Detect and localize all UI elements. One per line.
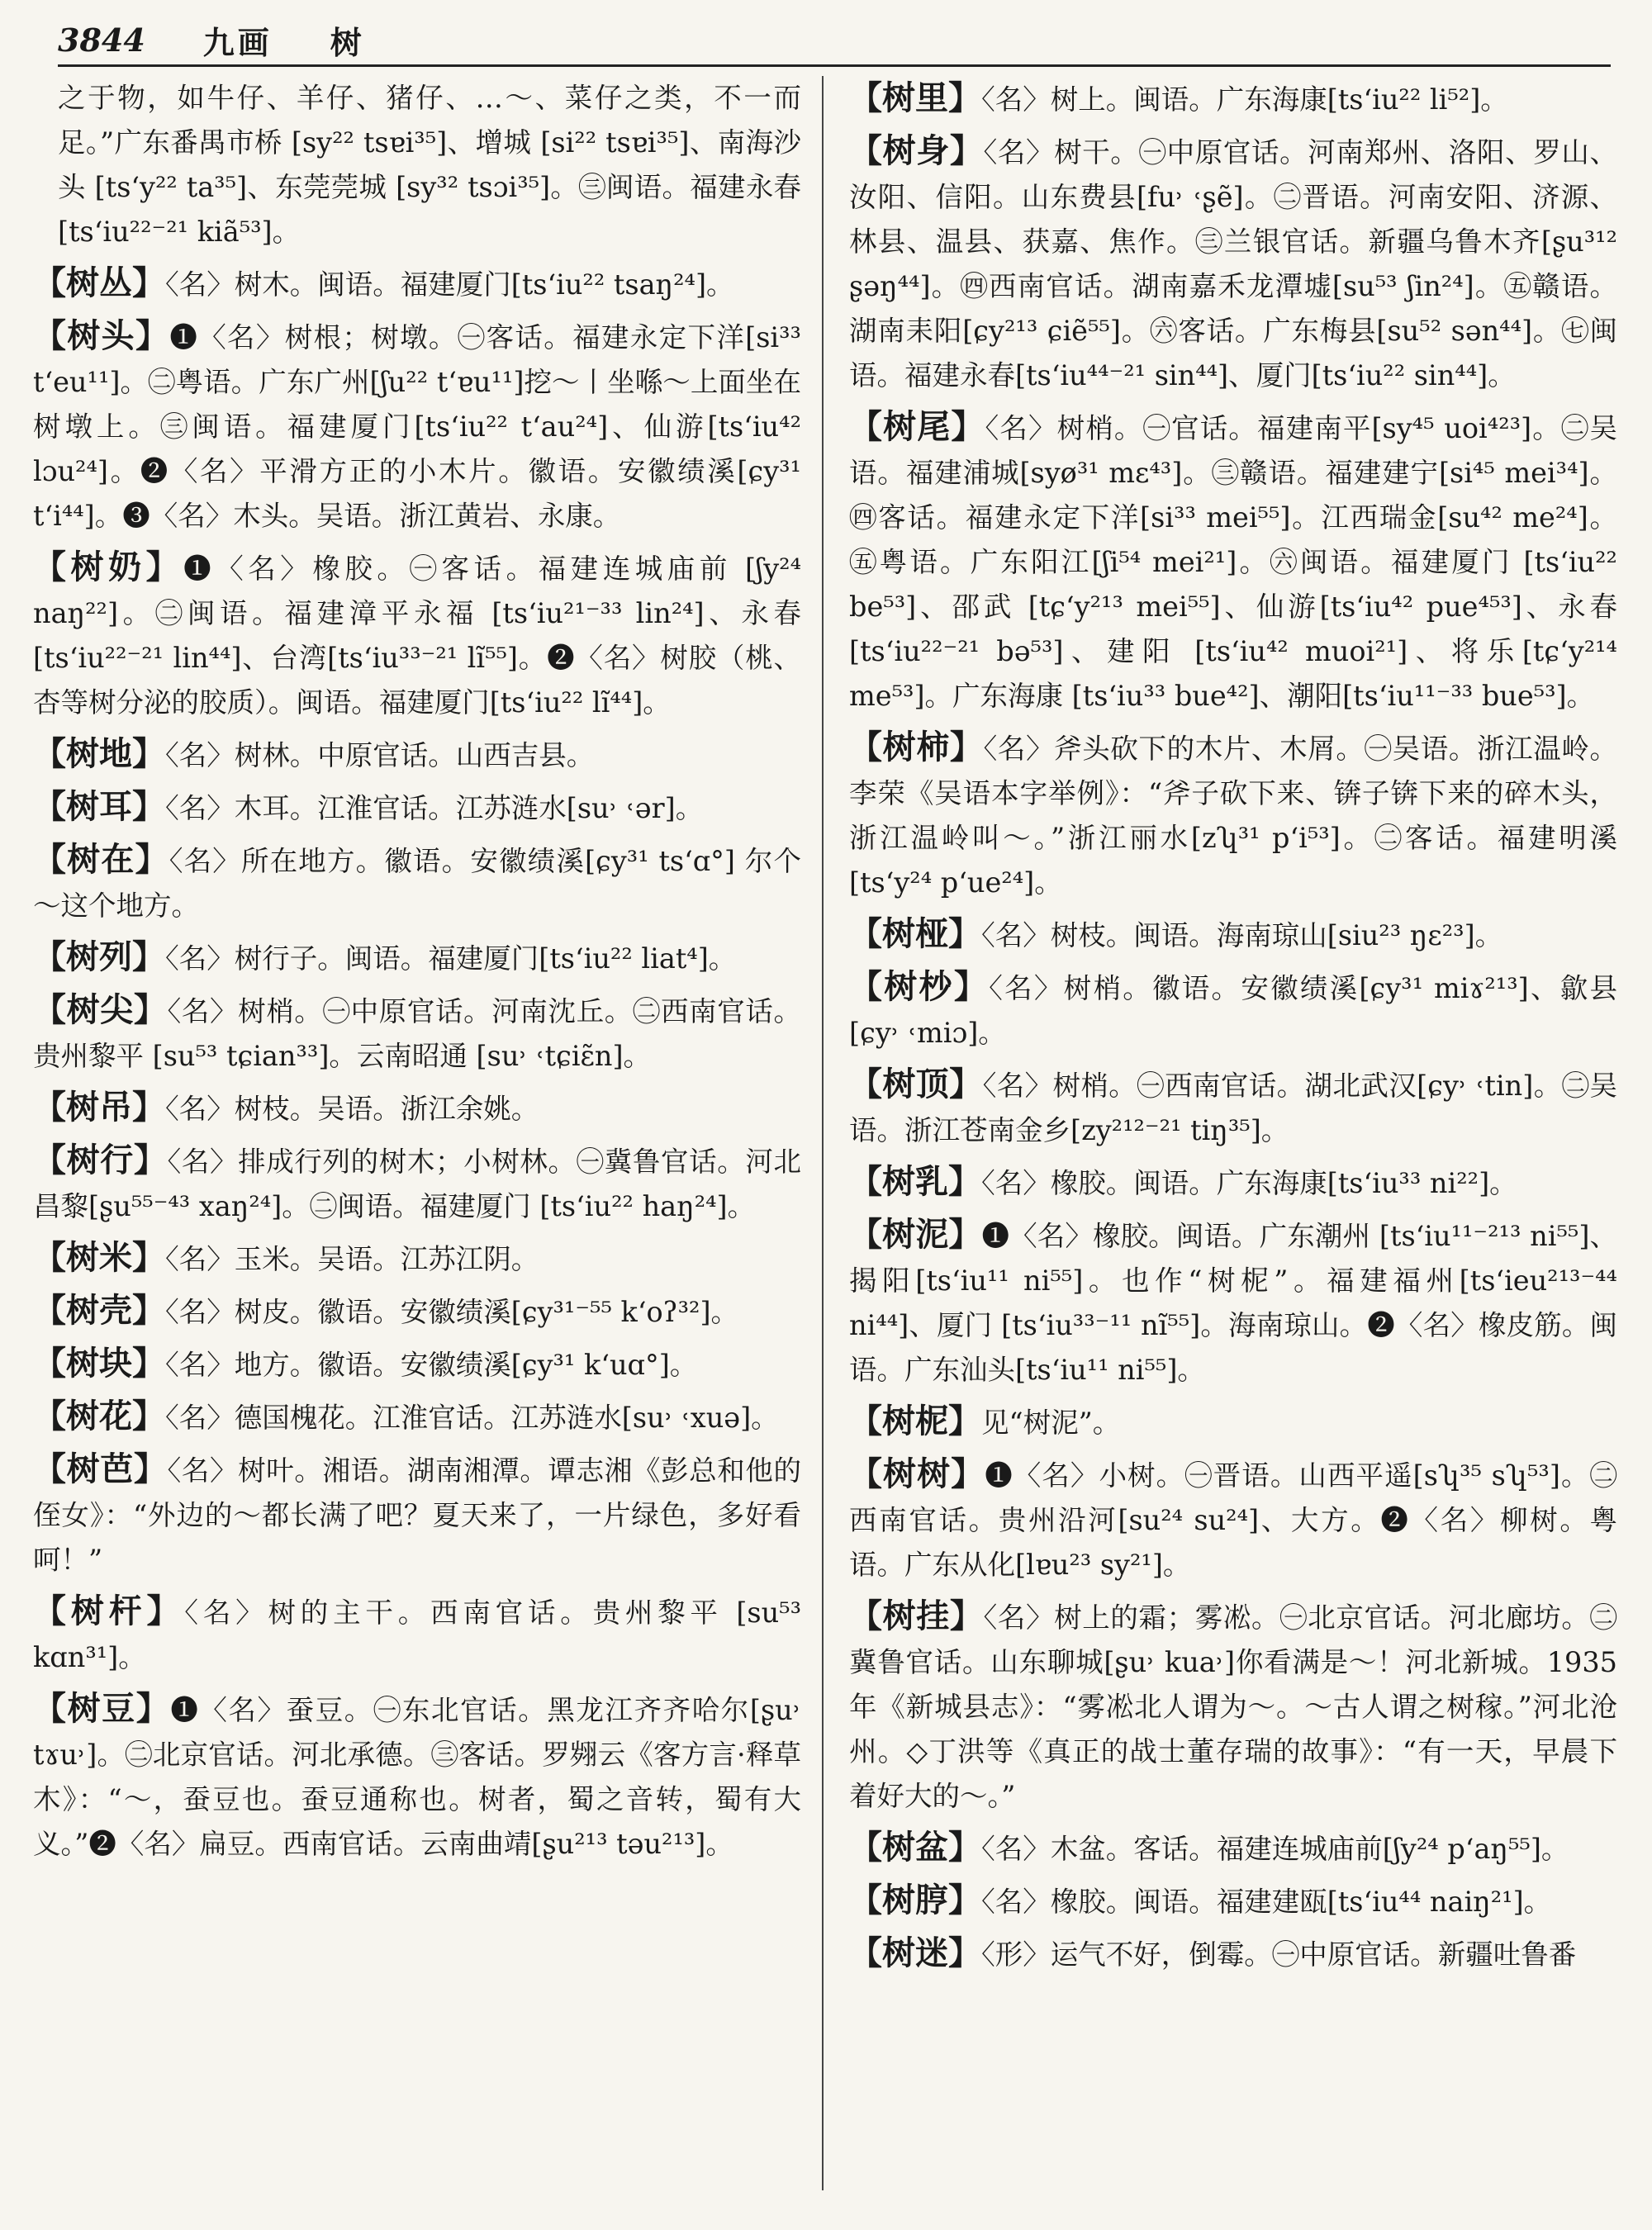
page-header — [58, 15, 1611, 67]
dictionary-entry — [33, 545, 801, 725]
dictionary-entry — [33, 1138, 801, 1229]
entry-headword: 【树在】 — [33, 840, 169, 879]
right-column — [849, 76, 1617, 2215]
entry-definition: ❶〈名〉树根；树墩。㊀客话。福建永定下洋[si³³ t‘eu¹¹]。㊁粤语。广东广州[ʃu²² t‘ɐu¹¹]挖～丨坐喺～上面坐在树墩上。㊂闽语。福建厦门[ts‘iu²² t‘au²⁴]、仙游[ts‘iu⁴² lɔu²⁴]。❷〈名〉平滑方正的小木片。徽语。安徽绩溪[ɕy³¹ t‘i⁴⁴]。❸〈名〉木头。吴语。浙江黄岩、永康。 — [33, 321, 801, 532]
entry-definition: 〈名〉橡胶。闽语。广东海康[ts‘iu³³ ni²²]。 — [981, 1167, 1517, 1199]
entry-definition: ❶〈名〉小树。㊀晋语。山西平遥[sʮ³⁵ sʮ⁵³]。㊁西南官话。贵州沿河[su²⁴ su²⁴]、大方。❷〈名〉柳树。粤语。广东从化[lɐu²³ sy²¹]。 — [849, 1459, 1617, 1581]
entry-definition: 〈名〉树梢。徽语。安徽绩溪[ɕy³¹ miɤ²¹³]、歙县[ɕy˒ ˓miɔ]。 — [849, 972, 1617, 1049]
dictionary-entry — [849, 129, 1617, 398]
head-character: 树 — [330, 23, 362, 61]
entry-headword: 【树顶】 — [849, 1065, 983, 1103]
entry-headword: 【树豆】 — [33, 1689, 171, 1728]
entry-headword: 【树里】 — [849, 78, 981, 117]
entry-headword: 【树挂】 — [849, 1597, 984, 1635]
entry-headword: 【树柅】 — [849, 1402, 981, 1440]
entry-headword: 【树花】 — [33, 1397, 165, 1435]
dictionary-entry — [849, 1878, 1617, 1924]
entry-headword: 【树丛】 — [33, 263, 165, 302]
entry-definition: 〈名〉树叶。湘语。湖南湘潭。谭志湘《彭总和他的侄女》：“外边的～都长满了吧？夏天来了，一片绿色，多好看呵！” — [33, 1454, 801, 1576]
dictionary-entry — [33, 785, 801, 831]
entry-definition: 〈名〉橡胶。闽语。福建建瓯[ts‘iu⁴⁴ naiŋ²¹]。 — [981, 1886, 1552, 1918]
entry-definition: 〈名〉树干。㊀中原官话。河南郑州、洛阳、罗山、汝阳、信阳。山东费县[fu˒ ˓ʂẽ]。㊁晋语。河南安阳、济源、林县、温县、获嘉、焦作。㊂兰银官话。新疆乌鲁木齐[ʂu³¹² ʂəŋ⁴⁴]。㊃西南官话。湖南嘉禾龙潭墟[su⁵³ ʃin²⁴]。㊄赣语。湖南耒阳[ɕy²¹³ ɕiẽ⁵⁵]。㊅客话。广东梅县[su⁵² sən⁴⁴]。㊆闽语。福建永春[ts‘iu⁴⁴⁻²¹ sin⁴⁴]、厦门[ts‘iu²² sin⁴⁴]。 — [849, 136, 1617, 391]
column-divider — [822, 76, 824, 2190]
page-number: 3844 — [58, 21, 145, 59]
entry-definition: 〈名〉树上的霜；雾凇。㊀北京官话。河北廊坊。㊁冀鲁官话。山东聊城[ʂu˒ kua˒]你看满是～！河北新城。1935年《新城县志》：“雾凇北人谓为～。～古人谓之树稼。”河北沧州。◇丁洪等《真正的战士董存瑞的故事》：“有一天，早晨下着好大的～。” — [849, 1601, 1617, 1812]
entry-headword: 【树列】 — [33, 937, 165, 976]
dictionary-entry — [849, 1062, 1617, 1153]
entry-definition: ❶〈名〉橡胶。闽语。广东潮州 [ts‘iu¹¹⁻²¹³ ni⁵⁵]、揭阳[ts‘iu¹¹ ni⁵⁵]。也作“树柅”。福建福州[ts‘ieu²¹³⁻⁴⁴ ni⁴⁴]、厦门 [ts‘iu³³⁻¹¹ nĩ⁵⁵]。海南琼山。❷〈名〉橡皮筋。闽语。广东汕头[ts‘iu¹¹ ni⁵⁵]。 — [849, 1220, 1617, 1386]
entry-definition: 〈名〉所在地方。徽语。安徽绩溪[ɕy³¹ ts‘ɑ°] 尔个～这个地方。 — [33, 845, 801, 922]
entry-definition: 〈名〉树木。闽语。福建厦门[ts‘iu²² tsaŋ²⁴]。 — [165, 268, 734, 301]
entry-definition: 〈名〉玉米。吴语。江苏江阴。 — [165, 1243, 539, 1275]
section-title: 九画 — [202, 23, 273, 61]
entry-headword: 【树脝】 — [849, 1881, 981, 1919]
entry-definition: 〈名〉树行子。闽语。福建厦门[ts‘iu²² liat⁴]。 — [165, 942, 737, 975]
dictionary-entry — [33, 1341, 801, 1388]
dictionary-entry — [849, 1452, 1617, 1587]
entry-definition: 〈名〉斧头砍下的木片、木屑。㊀吴语。浙江温岭。李荣《吴语本字举例》：“斧子砍下来、锛子锛下来的碎木头，浙江温岭叫～。”浙江丽水[zʮ³¹ p‘i⁵³]。㊁客话。福建明溪[ts‘y²⁴ p‘ue²⁴]。 — [849, 733, 1617, 899]
left-column — [33, 76, 801, 2215]
dictionary-entry — [33, 988, 801, 1079]
entry-definition: 〈名〉排成行列的树木；小树林。㊀冀鲁官话。河北昌黎[ʂu⁵⁵⁻⁴³ xaŋ²⁴]。㊁闽语。福建厦门 [ts‘iu²² haŋ²⁴]。 — [33, 1146, 801, 1222]
entry-definition: 〈名〉树枝。闽语。海南琼山[siu²³ ŋɛ²³]。 — [981, 919, 1503, 951]
dictionary-entry — [33, 1288, 801, 1335]
entry-definition: 〈名〉树的主干。西南官话。贵州黎平 [su⁵³ kɑn³¹]。 — [33, 1597, 801, 1673]
entry-headword: 【树杆】 — [33, 1592, 185, 1630]
entry-headword: 【树壳】 — [33, 1291, 165, 1330]
entry-definition: 〈名〉树枝。吴语。浙江余姚。 — [165, 1093, 539, 1125]
entry-headword: 【树尾】 — [849, 407, 985, 446]
entry-definition: ❶〈名〉蚕豆。㊀东北官话。黑龙江齐齐哈尔[ʂu˒ tɤu˒]。㊁北京官话。河北承德。㊂客话。罗翙云《客方言·释草木》：“～，蚕豆也。蚕豆通称也。树者，蜀之音转，蜀有大义。”❷〈名〉扁豆。西南官话。云南曲靖[ʂu²¹³ təu²¹³]。 — [33, 1694, 801, 1860]
dictionary-entry — [33, 1236, 801, 1282]
entry-definition: 〈名〉树梢。㊀中原官话。河南沈丘。㊁西南官话。贵州黎平 [su⁵³ tɕian³³]。云南昭通 [su˒ ˓tɕiɛ̃n]。 — [33, 995, 801, 1072]
dictionary-entry — [849, 1594, 1617, 1819]
dictionary-entry — [33, 1394, 801, 1440]
entry-definition: 〈名〉德国槐花。江淮官话。江苏涟水[su˒ ˓xuə]。 — [165, 1402, 779, 1434]
entry-headword: 【树米】 — [33, 1238, 165, 1277]
dictionary-entry — [33, 261, 801, 307]
entry-headword: 【树地】 — [33, 734, 165, 773]
dictionary-entry — [849, 725, 1617, 905]
entry-headword: 【树耳】 — [33, 787, 165, 826]
entry-headword: 【树奶】 — [33, 548, 184, 586]
entry-definition: 〈名〉树皮。徽语。安徽绩溪[ɕy³¹⁻⁵⁵ k‘oʔ³²]。 — [165, 1296, 739, 1328]
entry-definition: 〈名〉树林。中原官话。山西吉县。 — [165, 739, 595, 771]
entry-headword: 【树芭】 — [33, 1450, 168, 1488]
dictionary-entry — [33, 1687, 801, 1867]
entry-headword: 【树桠】 — [849, 914, 981, 953]
entry-headword: 【树头】 — [33, 316, 170, 355]
entry-definition: 〈名〉树梢。㊀西南官话。湖北武汉[ɕy˒ ˓tin]。㊁吴语。浙江苍南金乡[zy²¹²⁻²¹ tiŋ³⁵]。 — [849, 1070, 1617, 1146]
entry-definition: 〈名〉木耳。江淮官话。江苏涟水[su˒ ˓ər]。 — [165, 792, 704, 824]
entry-headword: 【树柿】 — [849, 728, 984, 766]
dictionary-entry — [849, 1825, 1617, 1872]
entry-definition: 之于物，如牛仔、羊仔、猪仔、…～、菜仔之类，不一而足。”广东番禺市桥 [sy²² tsɐi³⁵]、增城 [si²² tsɐi³⁵]、南海沙头 [ts‘y²² ta³⁵]、东莞莞城 [sy³² tsɔi³⁵]。㊂闽语。福建永春[ts‘iu²²⁻²¹ kiã⁵³]。 — [58, 82, 801, 248]
entry-headword: 【树泥】 — [849, 1215, 982, 1254]
entry-definition: 〈名〉树上。闽语。广东海康[ts‘iu²² li⁵²]。 — [981, 83, 1508, 116]
dictionary-entry — [849, 76, 1617, 122]
dictionary-entry — [849, 1399, 1617, 1445]
entry-headword: 【树块】 — [33, 1344, 165, 1383]
entry-definition: ❶〈名〉橡胶。㊀客话。福建连城庙前 [ʃy²⁴ naŋ²²]。㊁闽语。福建漳平永福 [ts‘iu²¹⁻³³ lin²⁴]、永春[ts‘iu²²⁻²¹ lin⁴⁴]、台湾[ts‘iu³³⁻²¹ lĩ⁵⁵]。❷〈名〉树胶（桃、杏等树分泌的胶质）。闽语。福建厦门[ts‘iu²² lĩ⁴⁴]。 — [33, 553, 801, 719]
dictionary-entry — [33, 1085, 801, 1132]
entry-definition: 〈形〉运气不好，倒霉。㊀中原官话。新疆吐鲁番 — [981, 1938, 1577, 1971]
dictionary-entry — [849, 965, 1617, 1056]
dictionary-entry — [849, 1931, 1617, 1977]
entry-headword: 【树树】 — [849, 1454, 985, 1493]
dictionary-entry — [849, 1160, 1617, 1206]
entry-definition: 见“树泥”。 — [981, 1407, 1121, 1439]
entry-headword: 【树乳】 — [849, 1162, 981, 1201]
entry-definition: 〈名〉地方。徽语。安徽绩溪[ɕy³¹ k‘uɑ°]。 — [165, 1349, 698, 1381]
dictionary-entry — [33, 935, 801, 981]
entry-definition: 〈名〉树梢。㊀官话。福建南平[sy⁴⁵ uoi⁴²³]。㊁吴语。福建浦城[syø³¹ mɛ⁴³]。㊂赣语。福建建宁[si⁴⁵ mei³⁴]。㊃客话。福建永定下洋[si³³ mei⁵⁵]。江西瑞金[su⁴² me²⁴]。㊄粤语。广东阳江[ʃi⁵⁴ mei²¹]。㊅闽语。福建厦门 [ts‘iu²² be⁵³]、邵武 [tɕ‘y²¹³ mei⁵⁵]、仙游[ts‘iu⁴² pue⁴⁵³]、永春[ts‘iu²²⁻²¹ bə⁵³]、建阳 [ts‘iu⁴² muoi²¹]、将乐[tɕ‘y²¹⁴ me⁵³]。广东海康 [ts‘iu³³ bue⁴²]、潮阳[ts‘iu¹¹⁻³³ bue⁵³]。 — [849, 412, 1617, 712]
dictionary-entry — [33, 314, 801, 539]
dictionary-entry — [33, 1447, 801, 1582]
dictionary-entry — [33, 837, 801, 928]
dictionary-entry — [33, 732, 801, 778]
entry-headword: 【树盆】 — [849, 1828, 981, 1867]
entry-headword: 【树迷】 — [849, 1933, 981, 1972]
dictionary-entry — [849, 405, 1617, 719]
entry-headword: 【树身】 — [849, 131, 984, 170]
entry-headword: 【树吊】 — [33, 1088, 165, 1127]
entry-continuation — [33, 76, 801, 254]
dictionary-entry — [849, 1212, 1617, 1393]
dictionary-entry — [33, 1589, 801, 1680]
entry-definition: 〈名〉木盆。客话。福建连城庙前[ʃy²⁴ p‘aŋ⁵⁵]。 — [981, 1833, 1569, 1865]
entry-headword: 【树行】 — [33, 1141, 168, 1179]
entry-headword: 【树尖】 — [33, 990, 168, 1029]
dictionary-entry — [849, 912, 1617, 958]
entry-headword: 【树杪】 — [849, 967, 990, 1006]
